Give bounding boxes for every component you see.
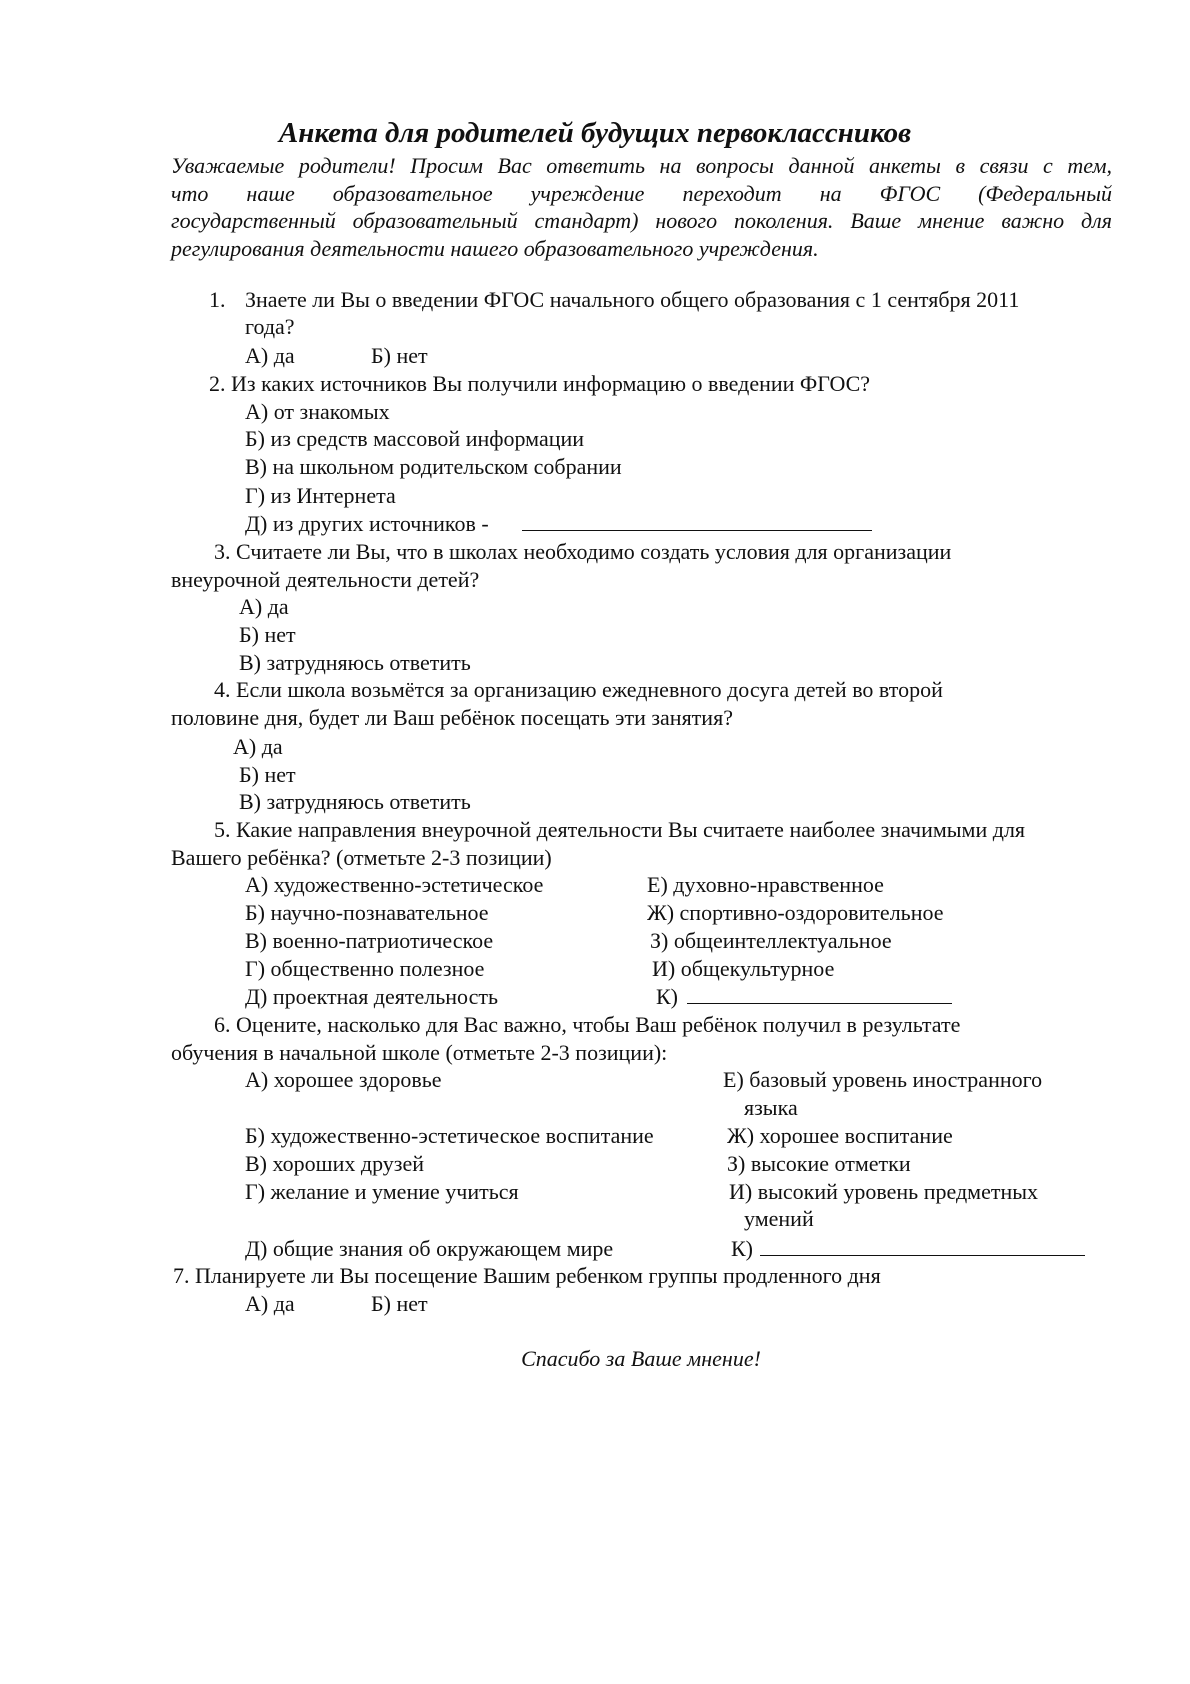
intro-line: Уважаемые родители! Просим Вас ответить на вопросы данной анкеты в связи с тем, — [171, 153, 1112, 178]
closing-thanks: Спасибо за Ваше мнение! — [521, 1346, 761, 1371]
option: Ж) спортивно-оздоровительное — [647, 900, 944, 925]
option: языка — [744, 1095, 798, 1120]
option: В) военно-патриотическое — [245, 928, 494, 953]
option: А) да — [245, 343, 295, 368]
option: Г) общественно полезное — [245, 956, 485, 981]
option: Б) нет — [239, 762, 296, 787]
option: Б) нет — [239, 622, 296, 647]
answer-blank[interactable] — [687, 983, 952, 1011]
option: А) художественно-эстетическое — [245, 872, 544, 897]
question-6-text: обучения в начальной школе (отметьте 2-3 позиции): — [171, 1040, 668, 1065]
option: В) затрудняюсь ответить — [239, 650, 471, 675]
option: Б) научно-познавательное — [245, 900, 489, 925]
option: А) от знакомых — [245, 399, 390, 424]
option: Д) общие знания об окружающем мире — [245, 1236, 614, 1261]
option: Б) нет — [371, 1291, 428, 1316]
page-title: Анкета для родителей будущих первоклассников — [278, 117, 912, 149]
option: Е) базовый уровень иностранного — [723, 1067, 1043, 1092]
question-7-text: 7. Планируете ли Вы посещение Вашим ребенком группы продленного дня — [173, 1263, 881, 1288]
option: Г) из Интернета — [245, 483, 396, 508]
question-number: 1. — [209, 287, 226, 312]
answer-blank[interactable] — [522, 510, 872, 538]
option: Г) желание и умение учиться — [245, 1179, 519, 1204]
question-5-text: Вашего ребёнка? (отметьте 2-3 позиции) — [171, 845, 552, 870]
option: А) да — [239, 594, 289, 619]
question-6-text: 6. Оцените, насколько для Вас важно, чтобы Ваш ребёнок получил в результате — [214, 1012, 961, 1037]
option: Б) художественно-эстетическое воспитание — [245, 1123, 654, 1148]
option: Д) проектная деятельность — [245, 984, 499, 1009]
question-5-text: 5. Какие направления внеурочной деятельности Вы считаете наиболее значимыми для — [214, 817, 1026, 842]
question-4-text: половине дня, будет ли Ваш ребёнок посещать эти занятия? — [171, 705, 733, 730]
option: К) — [731, 1236, 753, 1261]
option: А) да — [245, 1291, 295, 1316]
question-1-text: Знаете ли Вы о введении ФГОС начального общего образования с 1 сентября 2011 — [245, 287, 1020, 312]
option: А) хорошее здоровье — [245, 1067, 442, 1092]
option: Ж) хорошее воспитание — [727, 1123, 953, 1148]
question-1-text: года? — [245, 314, 295, 339]
option: Д) из других источников - — [245, 511, 489, 536]
intro-line: регулирования деятельности нашего образовательного учреждения. — [171, 236, 819, 261]
option: В) на школьном родительском собрании — [245, 454, 622, 479]
option: В) затрудняюсь ответить — [239, 789, 471, 814]
question-3-text: внеурочной деятельности детей? — [171, 567, 480, 592]
option: умений — [744, 1206, 814, 1231]
intro-line: что наше образовательное учреждение переходит на ФГОС (Федеральный — [171, 181, 1112, 206]
option: Б) из средств массовой информации — [245, 426, 585, 451]
option: Е) духовно-нравственное — [647, 872, 884, 897]
option: В) хороших друзей — [245, 1151, 425, 1176]
question-3-text: 3. Считаете ли Вы, что в школах необходимо создать условия для организации — [214, 539, 952, 564]
option: К) — [656, 984, 678, 1009]
option: Б) нет — [371, 343, 428, 368]
option: З) высокие отметки — [727, 1151, 911, 1176]
option: И) общекультурное — [652, 956, 835, 981]
question-2-text: 2. Из каких источников Вы получили информацию о введении ФГОС? — [209, 371, 871, 396]
option: З) общеинтеллектуальное — [650, 928, 892, 953]
answer-blank[interactable] — [760, 1235, 1085, 1263]
option: А) да — [233, 734, 283, 759]
question-4-text: 4. Если школа возьмётся за организацию ежедневного досуга детей во второй — [214, 677, 943, 702]
option: И) высокий уровень предметных — [729, 1179, 1039, 1204]
intro-line: государственный образовательный стандарт) нового поколения. Ваше мнение важно для — [171, 208, 1112, 233]
